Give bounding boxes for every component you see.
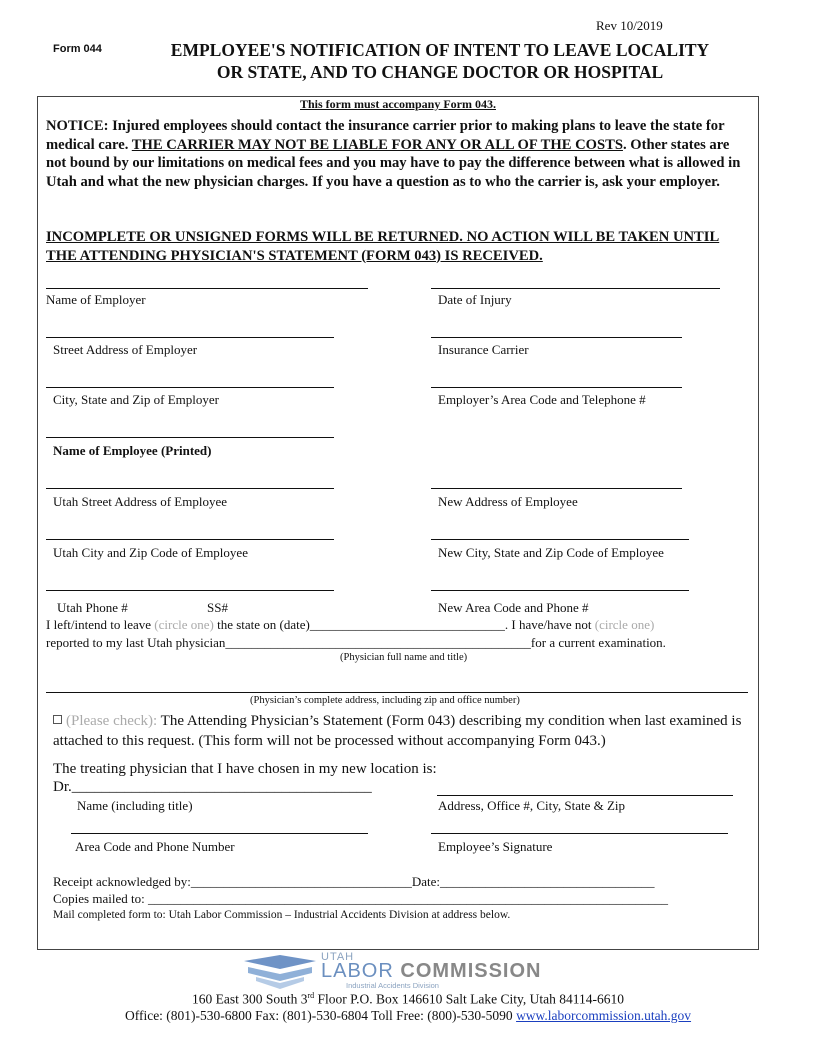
form-border	[37, 96, 759, 950]
address-city: Floor P.O. Box 146610 Salt Lake City, Utah 84114-6610	[314, 991, 625, 1007]
city-state-zip-employer-label: City, State and Zip of Employer	[53, 392, 219, 407]
new-physician-phone-line[interactable]	[71, 833, 368, 834]
incomplete-warning: INCOMPLETE OR UNSIGNED FORMS WILL BE RETURNED. NO ACTION WILL BE TAKEN UNTIL THE ATTENDING PHYSICIAN'S STATEMENT (FORM 043) IS RECEIVED.	[46, 229, 720, 264]
ss-label: SS#	[207, 600, 228, 615]
please-check-label: (Please check):	[66, 713, 158, 729]
circle-one-hint-2: (circle one)	[594, 617, 655, 632]
new-physician-address-line[interactable]	[437, 795, 733, 796]
utah-phone-line[interactable]	[46, 590, 334, 591]
date-of-injury-label: Date of Injury	[438, 292, 512, 307]
new-physician-address-label: Address, Office #, City, State & Zip	[438, 798, 626, 813]
contact-numbers	[0, 1008, 816, 1024]
circle-one-hint-1: (circle one)	[154, 617, 214, 632]
utah-city-zip-label: Utah City and Zip Code of Employee	[53, 545, 248, 560]
leave-text-a: I left/intend to leave	[46, 617, 155, 632]
utah-street-line[interactable]	[46, 488, 334, 489]
date-of-injury-line[interactable]	[431, 288, 720, 289]
attending-text: The Attending Physician’s Statement (Form 043) describing my condition when last examined is attached to this request. (This form will not be processed without accompanying Form 043.)	[53, 713, 742, 749]
employer-street-line[interactable]	[46, 337, 334, 338]
insurance-carrier-label: Insurance Carrier	[438, 342, 529, 357]
accompany-note: This form must accompany Form 043.	[300, 97, 496, 111]
street-address-employer-label: Street Address of Employer	[53, 342, 198, 357]
logo-labor-text: LABOR	[321, 960, 394, 982]
physician-address-line[interactable]	[46, 692, 748, 693]
insurance-carrier-line[interactable]	[431, 337, 682, 338]
employer-name-line[interactable]	[46, 288, 368, 289]
new-city-state-zip-label: New City, State and Zip Code of Employee	[438, 545, 664, 560]
leave-text-b: the state on (date)______________________________. I have/have not	[213, 617, 595, 632]
new-area-code-phone-label: New Area Code and Phone #	[438, 600, 589, 615]
name-including-title-label: Name (including title)	[77, 798, 193, 813]
notice-paragraph	[46, 117, 752, 191]
new-address-label: New Address of Employee	[438, 494, 578, 509]
leave-statement	[46, 617, 654, 633]
dr-name-field[interactable]: Dr.________________________________________	[53, 779, 372, 795]
logo-commission-text: COMMISSION	[400, 960, 542, 982]
name-of-employer-label: Name of Employer	[46, 292, 146, 307]
mail-instructions: Mail completed form to: Utah Labor Commission – Industrial Accidents Division at address below.	[53, 909, 511, 921]
website-link[interactable]: www.laborcommission.utah.gov	[516, 1008, 692, 1023]
physician-name-caption: (Physician full name and title)	[340, 652, 468, 663]
utah-city-line[interactable]	[46, 539, 334, 540]
name-of-employee-label: Name of Employee (Printed)	[53, 443, 212, 458]
phone-fax-numbers: Office: (801)-530-6800 Fax: (801)-530-6804 Toll Free: (800)-530-5090	[124, 1008, 517, 1023]
reported-statement: reported to my last Utah physician_______________________________________________for a current examination.	[46, 635, 666, 650]
physician-address-caption: (Physician’s complete address, including zip and office number)	[250, 695, 520, 706]
address-street: 160 East 300 South 3	[191, 991, 308, 1007]
attending-statement	[53, 711, 743, 751]
form-number: Form 044	[53, 43, 102, 55]
notice-text-a: NOTICE: Injured employees should contact the insurance carrier prior to making plans to leave the state for medical care.	[46, 118, 725, 153]
copies-mailed: Copies mailed to: ________________________________________________________________________________	[53, 891, 668, 906]
receipt-acknowledged: Receipt acknowledged by:__________________________________Date:_________________________________	[53, 874, 655, 889]
logo-division-text: Industrial Accidents Division	[346, 981, 439, 990]
form-title-line1: EMPLOYEE'S NOTIFICATION OF INTENT TO LEAVE LOCALITY	[170, 40, 710, 60]
new-address-line[interactable]	[431, 488, 682, 489]
revision-date: Rev 10/2019	[596, 18, 663, 33]
new-city-line[interactable]	[431, 539, 689, 540]
address-ordinal: rd	[307, 991, 315, 1000]
new-phone-line[interactable]	[431, 590, 689, 591]
employee-signature-label: Employee’s Signature	[438, 839, 553, 854]
treating-physician-statement: The treating physician that I have chosen in my new location is:	[53, 761, 437, 777]
labor-commission-logo-icon	[244, 955, 316, 989]
employee-name-line[interactable]	[46, 437, 334, 438]
attached-checkbox[interactable]	[53, 715, 62, 724]
employer-city-line[interactable]	[46, 387, 334, 388]
area-code-phone-label: Area Code and Phone Number	[75, 839, 235, 854]
employer-phone-line[interactable]	[431, 387, 682, 388]
notice-carrier-warning: THE CARRIER MAY NOT BE LIABLE FOR ANY OR ALL OF THE COSTS	[131, 136, 623, 153]
form-title-line2: OR STATE, AND TO CHANGE DOCTOR OR HOSPITAL	[216, 62, 664, 82]
logo-utah-text: UTAH	[321, 951, 355, 963]
signature-line[interactable]	[431, 833, 728, 834]
employer-phone-label: Employer’s Area Code and Telephone #	[438, 392, 646, 407]
utah-street-address-label: Utah Street Address of Employee	[53, 494, 228, 509]
utah-phone-label: Utah Phone #	[57, 600, 128, 615]
logo-title	[321, 960, 542, 983]
notice-text-b: . Other states are not bound by our limitations on medical fees and you may have to pay the difference between what is allowed in Utah and what the new physician charges. If you have a question as to who the carrier is, ask your employer.	[46, 136, 741, 190]
office-address	[0, 991, 816, 1008]
